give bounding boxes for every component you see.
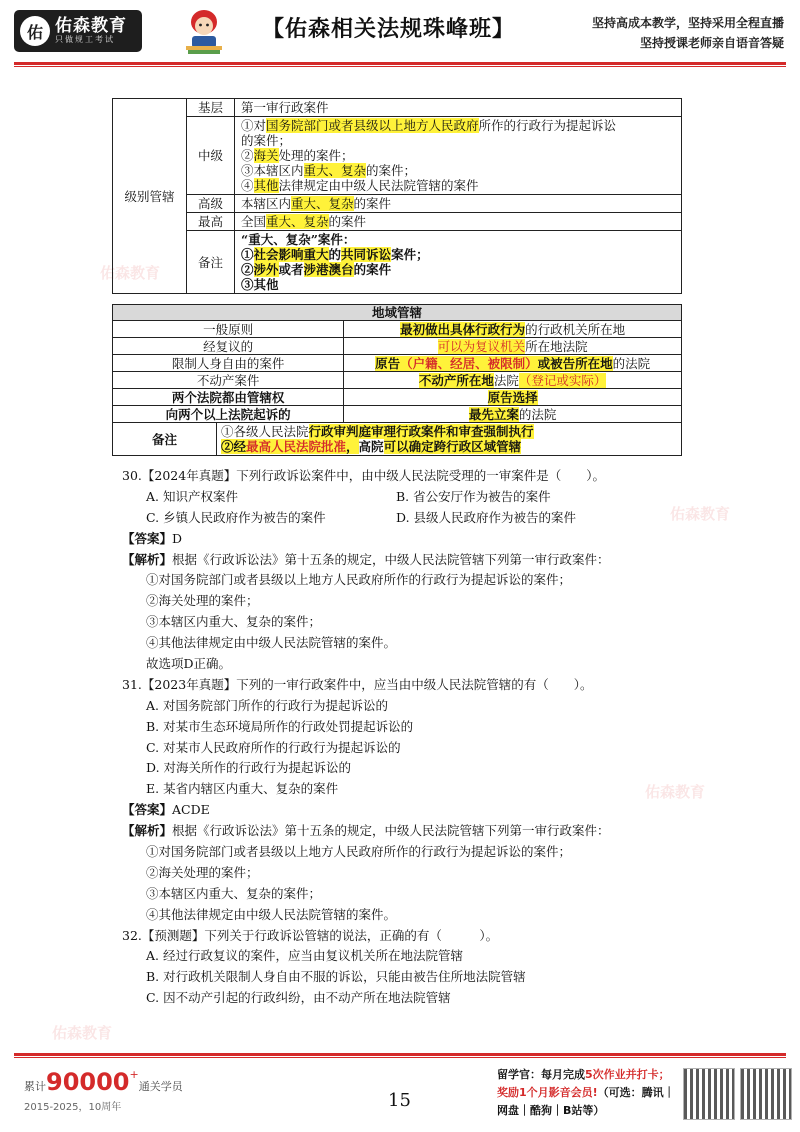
rule-value: 最先立案的法院 [344,406,682,423]
level-cell: 基层 [187,99,235,117]
analysis-line: ①对国务院部门或者县级以上地方人民政府所作的行政行为提起诉讼的案件； [146,844,572,860]
header-divider-thin [14,66,786,67]
desc-cell: 本辖区内重大、复杂的案件 [235,195,682,213]
table-row [113,355,682,372]
rule-key: 两个法院都由管辖权 [113,389,344,406]
table-header: 地域管辖 [113,305,682,321]
desc-cell: ①对国务院部门或者县级以上地方人民政府所作的行政行为提起诉讼 的案件； ②海关处理的案件； ③本辖区内重大、复杂的案件； ④其他法律规定由中级人民法院管辖的案件 [235,117,682,195]
level-cell: 高级 [187,195,235,213]
rule-key: 向两个以上法院起诉的 [113,406,344,423]
option-c: C. 因不动产引起的行政纠纷，由不动产所在地法院管辖 [146,990,451,1006]
analysis-line: 【解析】根据《行政诉讼法》第十五条的规定，中级人民法院管辖下列第一审行政案件： [122,823,610,839]
question-stem: 32.【预测题】下列关于行政诉讼管辖的说法，正确的有（ ）。 [122,927,499,943]
desc-cell: 全国重大、复杂的案件 [235,213,682,231]
watermark: 佑森教育 [52,1024,113,1042]
analysis-line: 【解析】根据《行政诉讼法》第十五条的规定，中级人民法院管辖下列第一审行政案件： [122,551,610,567]
answer-line: 【答案】ACDE [122,802,210,818]
level-cell: 中级 [187,117,235,195]
analysis-line: ②海关处理的案件； [146,593,259,609]
rule-value: 不动产所在地法院（登记或实际） [344,372,682,389]
table-row [113,195,682,213]
rule-value: 可以为复议机关所在地法院 [344,338,682,355]
student-count-badge: 累计90000+通关学员 2015-2025，10周年 [24,1068,183,1113]
option-b: B. 对某市生态环境局所作的行政处罚提起诉讼的 [146,718,414,734]
level-jurisdiction-table [112,98,682,294]
analysis-line: ①对国务院部门或者县级以上地方人民政府所作的行政行为提起诉讼的案件； [146,572,572,588]
promo-text: 留学官：每月完成5次作业并打卡； 奖励1个月影音会员!（可选：腾讯｜网盘｜酷狗｜B站等） [497,1068,675,1117]
option-a: A. 经过行政复议的案件，应当由复议机关所在地法院管辖 [146,948,463,964]
watermark: 佑森教育 [100,264,161,282]
footer-divider-thin [14,1057,786,1058]
table-row [113,213,682,231]
logo-mark: 佑 [20,16,50,46]
note-value: ①各级人民法院行政审判庭审理行政案件和审查强制执行 ②经最高人民法院批准，高院可以确定跨行政区域管辖 [217,423,682,456]
watermark: 佑森教育 [670,505,731,523]
analysis-line: 故选项D正确。 [146,656,232,672]
level-cell: 最高 [187,213,235,231]
option-e: E. 某省内辖区内重大、复杂的案件 [146,781,339,797]
mascot-icon [180,6,228,56]
table-row [113,321,682,338]
option-c: C. 乡镇人民政府作为被告的案件 [146,509,326,525]
rule-value: 最初做出具体行政行为的行政机关所在地 [344,321,682,338]
desc-line: “重大、复杂”案件： [241,232,356,247]
desc-line: ③其他 [241,277,279,292]
option-a: A. 知识产权案件 [146,488,238,504]
option-d: D. 县级人民政府作为被告的案件 [396,509,577,525]
years-text: 2015-2025，10周年 [24,1102,122,1113]
answer-line: 【答案】D [122,530,183,546]
qr-code-icon [740,1068,792,1120]
option-b: B. 省公安厅作为被告的案件 [396,488,551,504]
rule-value: 原告（户籍、经居、被限制）或被告所在地的法院 [344,355,682,372]
watermark: 佑森教育 [645,783,706,801]
desc-cell: “重大、复杂”案件： ①社会影响重大的共同诉讼案件； ②涉外或者涉港澳台的案件 ③其他 [235,231,682,294]
rule-key: 经复议的 [113,338,344,355]
course-title: 【佑森相关法规珠峰班】 [262,17,516,42]
logo-name: 佑森教育 [55,15,127,36]
table-row [113,231,682,294]
analysis-line: ②海关处理的案件； [146,864,259,880]
analysis-line: ③本辖区内重大、复杂的案件； [146,885,322,901]
question-stem: 30.【2024年真题】下列行政诉讼案件中，由中级人民法院受理的一审案件是（ ）。 [122,468,605,483]
rule-key: 不动产案件 [113,372,344,389]
rule-value: 原告选择 [344,389,682,406]
footer-divider [14,1053,786,1056]
option-row [122,508,682,529]
question-stem: 31.【2023年真题】下列的一审行政案件中，应当由中级人民法院管辖的有（ ）。 [122,676,593,692]
table-row [113,99,682,117]
table-row [113,406,682,423]
table-row [113,423,682,456]
level-cell: 备注 [187,231,235,294]
option-c: C. 对某市人民政府所作的行政行为提起诉讼的 [146,739,401,755]
question-section [122,466,682,1009]
analysis-line: ③本辖区内重大、复杂的案件； [146,614,322,630]
desc-cell: 第一审行政案件 [235,99,682,117]
table-row [113,389,682,406]
page-number: 15 [388,1090,411,1111]
note-key: 备注 [113,423,217,456]
logo-tagline: 只做规工考试 [55,34,115,44]
option-a: A. 对国务院部门所作的行政行为提起诉讼的 [146,697,388,713]
rule-key: 限制人身自由的案件 [113,355,344,372]
rule-key: 一般原则 [113,321,344,338]
category-cell: 级别管辖 [113,99,187,294]
table-row [113,117,682,195]
qr-code-icon [683,1068,735,1120]
slogan-line-1: 坚持高成本教学，坚持采用全程直播 [591,16,784,30]
territorial-jurisdiction-table [112,304,682,456]
option-b: B. 对行政机关限制人身自由不服的诉讼，只能由被告住所地法院管辖 [146,969,526,985]
brand-logo [14,10,142,52]
header-divider [14,62,786,65]
slogan-line-2: 坚持授课老师亲自语音答疑 [639,36,784,50]
analysis-line: ④其他法律规定由中级人民法院管辖的案件。 [146,906,397,922]
page-header [0,0,800,62]
table-row [113,338,682,355]
option-d: D. 对海关所作的行政行为提起诉讼的 [146,760,352,776]
option-row [122,487,682,508]
table-row [113,372,682,389]
desc-line: 的案件； [241,133,292,148]
analysis-line: ④其他法律规定由中级人民法院管辖的案件。 [146,635,397,651]
